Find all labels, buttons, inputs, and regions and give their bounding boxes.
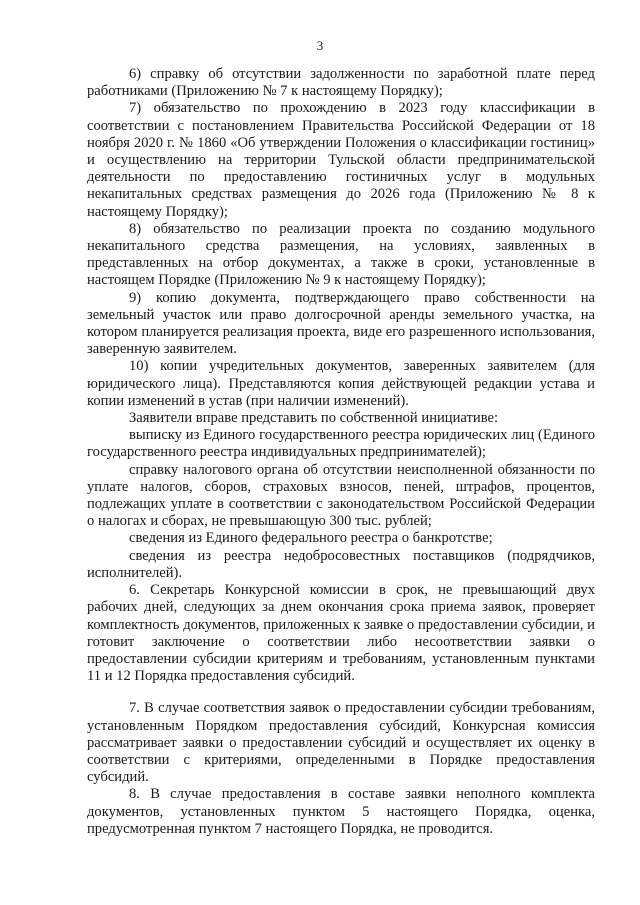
- paragraph-optional-bankruptcy: сведения из Единого федерального реестра о банкротстве;: [129, 530, 493, 547]
- paragraph-item-7: 7) обязательство по прохождению в 2023 году классификации в соответствии с постановлением Правительства Российской Федерации от 18 ноября 2020 г. № 1860 «Об утверждении Положения о классификации гостиниц» и осуществлению на территории Тульской области предпринимательской деятельности по предоставлению гостиничных услуг в модульных некапитальных средствах размещения до 2026 года (Приложению № 8 к настоящему Порядку);: [87, 100, 595, 220]
- paragraph-optional-intro: Заявители вправе представить по собственной инициативе:: [129, 410, 499, 427]
- paragraph-section-8: 8. В случае предоставления в составе заявки неполного комплекта документов, установленных пунктом 5 настоящего Порядка, оценка, предусмотренная пунктом 7 настоящего Порядка, не проводится.: [87, 786, 595, 837]
- paragraph-optional-unfair-suppliers: сведения из реестра недобросовестных поставщиков (подрядчиков, исполнителей).: [87, 547, 595, 581]
- paragraph-optional-tax-certificate: справку налогового органа об отсутствии неисполненной обязанности по уплате налогов, сборов, страховых взносов, пеней, штрафов, процентов, подлежащих уплате в соответствии с законодательством Российской Федерации о налогах и сборах, не превышающую 300 тыс. рублей;: [87, 461, 595, 530]
- paragraph-item-9: 9) копию документа, подтверждающего право собственности на земельный участок или право долгосрочной аренды земельного участка, на котором планируется реализация проекта, виде его разрешенного использования, заверенную заявителем.: [87, 289, 595, 358]
- paragraph-item-6: 6) справку об отсутствии задолженности по заработной плате перед работниками (Приложению № 7 к настоящему Порядку);: [87, 66, 595, 100]
- paragraph-section-6: 6. Секретарь Конкурсной комиссии в срок, не превышающий двух рабочих дней, следующих за днем окончания срока приема заявок, проверяет комплектность документов, приложенных к заявке о предоставлении субсидии, и готовит заключение о соответствии либо несоответствии заявки о предоставлении субсидии критериям и требованиям, установленным пунктами 11 и 12 Порядка предоставления субсидий.: [87, 582, 595, 685]
- paragraph-item-8: 8) обязательство по реализации проекта по созданию модульного некапитального средства размещения, на условиях, заявленных в представленных на отбор документах, а также в сроки, установленные в настоящем Порядке (Приложению № 9 к настоящему Порядку);: [87, 220, 595, 289]
- paragraph-section-7: 7. В случае соответствия заявок о предоставлении субсидии требованиям, установленным Порядком предоставления субсидий, Конкурсная комиссия рассматривает заявки о предоставлении субсидий и осуществляет их оценку в соответствии с критериями, определенными в Порядке предоставления субсидий.: [87, 700, 595, 786]
- page-number: 3: [316, 38, 324, 53]
- document-body: [87, 66, 595, 838]
- paragraph-optional-egrul: выписку из Единого государственного реестра юридических лиц (Единого государственного реестра индивидуальных предпринимателей);: [87, 427, 595, 461]
- paragraph-item-10: 10) копии учредительных документов, заверенных заявителем (для юридического лица). Представляются копия действующей редакции устава и копии изменений в устав (при наличии изменений).: [87, 358, 595, 409]
